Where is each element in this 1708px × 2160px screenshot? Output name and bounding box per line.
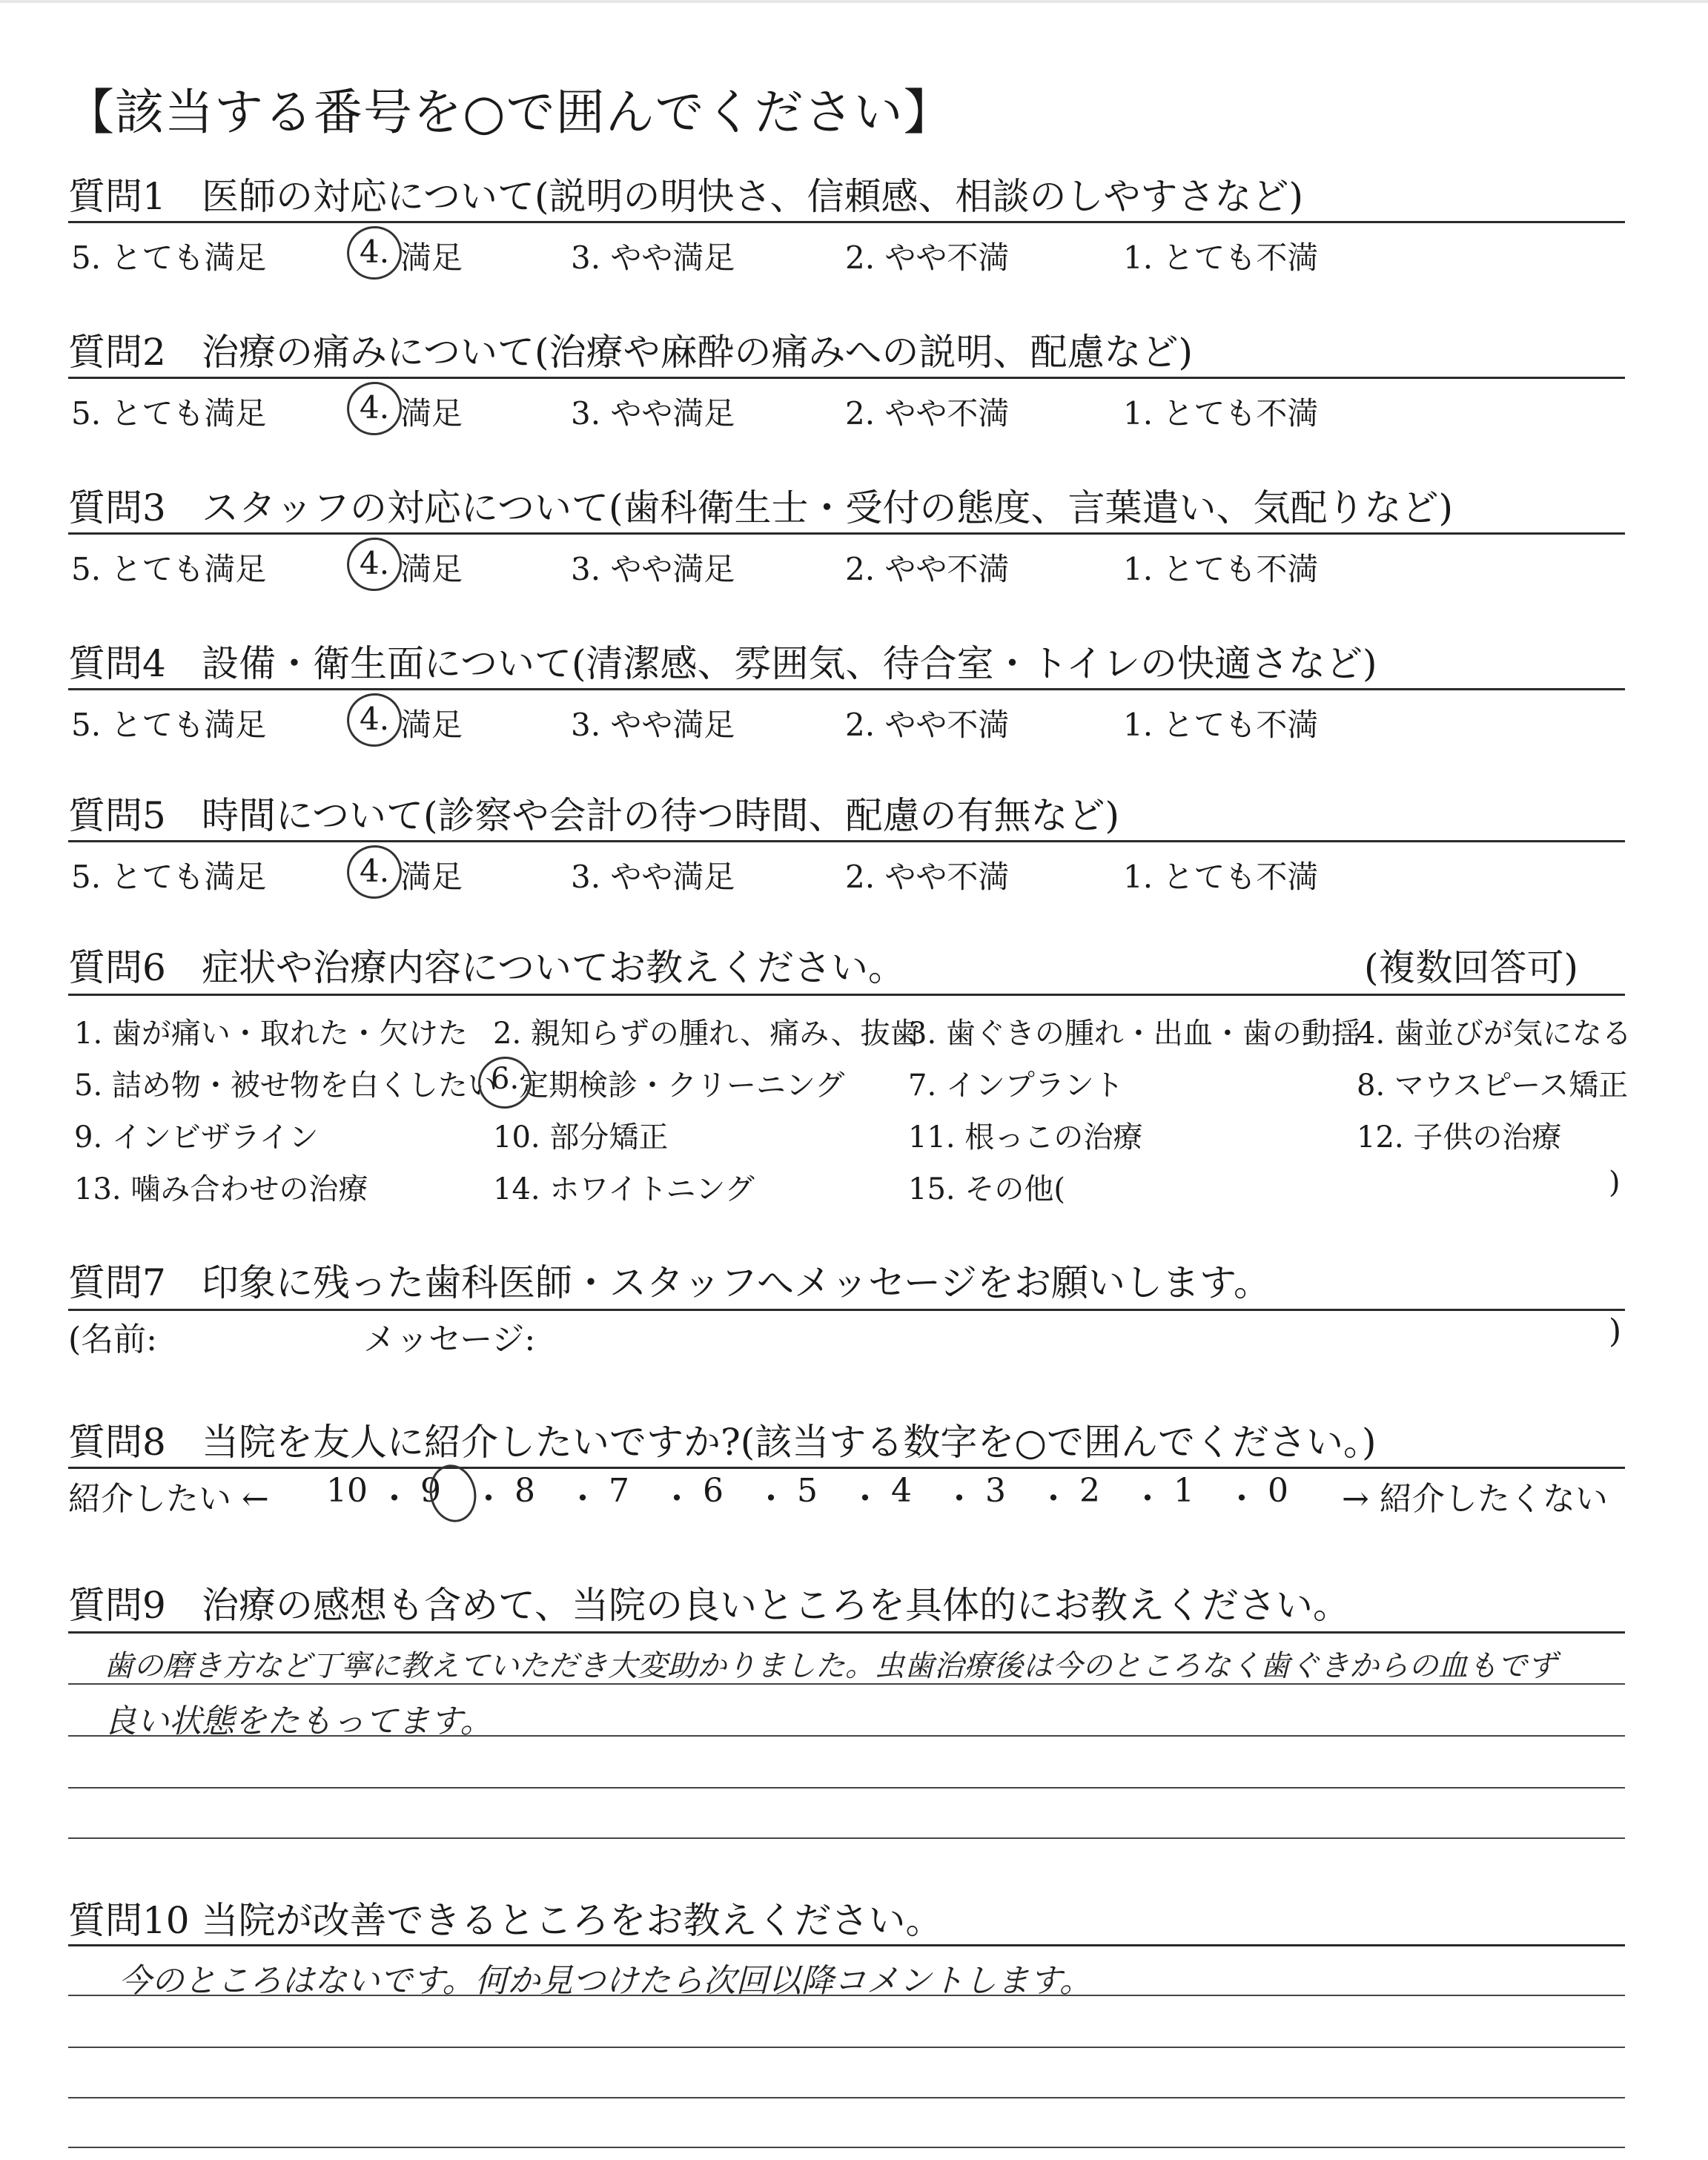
selection-circle: [342, 532, 406, 596]
q8-scale-value[interactable]: 9: [420, 1472, 441, 1510]
q8-scale-dot: ・: [849, 1480, 881, 1518]
q8-scale-value[interactable]: 0: [1268, 1472, 1288, 1510]
q5-option[interactable]: 4.: [360, 853, 390, 889]
q6-item[interactable]: 3. 歯ぐきの腫れ・出血・歯の動揺: [908, 1017, 1361, 1051]
q5-heading: [68, 786, 1119, 839]
q4-text: 設備・衛生面について(清潔感、雰囲気、待合室・トイレの快適さなど): [202, 642, 1377, 685]
q7-message-label: メッセージ:: [363, 1321, 536, 1358]
q3-number: 質問3: [68, 486, 166, 529]
q8-left-label: 紹介したい ←: [68, 1480, 269, 1518]
q2-text: 治療の痛みについて(治療や麻酔の痛みへの説明、配慮など): [202, 331, 1194, 374]
q6-item[interactable]: 14. ホワイトニング: [493, 1172, 755, 1206]
q2-heading: [68, 323, 1193, 376]
q6-item[interactable]: 1. 歯が痛い・取れた・欠けた: [74, 1017, 468, 1051]
q2-rule: [68, 377, 1625, 379]
q6-item[interactable]: 2. 親知らずの腫れ、痛み、抜歯: [493, 1017, 920, 1051]
q10-text: 当院が改善できるところをお教えください。: [201, 1899, 943, 1942]
q7-rule: [68, 1309, 1625, 1311]
q10-heading: [68, 1891, 943, 1944]
q6-text: 症状や治療内容についてお教えください。: [202, 946, 905, 989]
q2-option[interactable]: 5. とても満足: [71, 395, 267, 432]
q1-option[interactable]: 4.: [360, 234, 390, 270]
q8-scale-value[interactable]: 2: [1079, 1472, 1100, 1510]
q4-option[interactable]: 4.: [360, 701, 390, 737]
q3-option[interactable]: 2. やや不満: [845, 551, 1010, 587]
q10-answer-text: 今のところはないです。何か見つけたら次回以降コメントします。: [119, 1962, 1092, 2000]
q5-option[interactable]: 2. やや不満: [845, 859, 1010, 895]
selection-circle: [342, 221, 406, 285]
q8-scale-value[interactable]: 1: [1174, 1472, 1194, 1510]
q6-item[interactable]: 定期検診・クリーニング: [519, 1069, 845, 1103]
q8-scale-dot: ・: [1225, 1480, 1258, 1518]
q4-option[interactable]: 5. とても満足: [71, 707, 267, 743]
q4-option[interactable]: 満足: [400, 707, 463, 743]
q3-text: スタッフの対応について(歯科衛生士・受付の態度、言葉遣い、気配りなど): [202, 486, 1454, 529]
q4-option[interactable]: 1. とても不満: [1123, 707, 1319, 743]
q5-rule: [68, 840, 1625, 842]
q1-number: 質問1: [68, 175, 166, 218]
q10-rule: [68, 1944, 1625, 1946]
q8-scale-value[interactable]: 6: [703, 1472, 724, 1510]
q6-item[interactable]: 12. 子供の治療: [1357, 1120, 1562, 1155]
q8-scale-value[interactable]: 7: [609, 1472, 629, 1510]
selection-circle: [342, 840, 406, 904]
q8-scale-dot: ・: [566, 1480, 599, 1518]
q9-answer-line: [68, 1837, 1625, 1839]
q9-answer-text: 良い状態をたもってます。: [104, 1702, 493, 1740]
q9-rule: [68, 1631, 1625, 1634]
selection-circle: [342, 688, 406, 752]
q6-item[interactable]: 5. 詰め物・被せ物を白くしたい: [74, 1069, 497, 1103]
q5-option[interactable]: 3. やや満足: [571, 859, 735, 895]
q6-item[interactable]: 11. 根っこの治療: [908, 1120, 1143, 1155]
q8-scale-dot: ・: [1131, 1480, 1164, 1518]
q10-answer-line: [68, 2147, 1625, 2148]
q9-answer-text: 歯の磨き方など丁寧に教えていただき大変助かりました。虫歯治療後は今のところなく歯ぐきからの血もでず: [104, 1649, 1557, 1683]
q6-rule: [68, 994, 1625, 996]
q8-rule: [68, 1467, 1625, 1469]
q8-scale-dot: ・: [755, 1480, 787, 1518]
q6-heading: [68, 938, 905, 991]
q8-scale-value[interactable]: 5: [797, 1472, 818, 1510]
q2-option[interactable]: 2. やや不満: [845, 395, 1010, 432]
q3-heading: [68, 478, 1453, 532]
q3-option[interactable]: 4.: [360, 545, 390, 581]
q6-item[interactable]: 8. マウスピース矯正: [1357, 1069, 1629, 1103]
q4-rule: [68, 688, 1625, 690]
q1-option[interactable]: 満足: [400, 240, 463, 276]
q6-item[interactable]: 10. 部分矯正: [493, 1120, 669, 1155]
scan-edge: [0, 0, 1708, 3]
q8-text: 当院を友人に紹介したいですか?(該当する数字を○で囲んでください。): [202, 1421, 1377, 1464]
q7-number: 質問7: [68, 1261, 166, 1304]
q1-option[interactable]: 2. やや不満: [845, 240, 1010, 276]
q3-option[interactable]: 1. とても不満: [1123, 551, 1319, 587]
q1-text: 医師の対応について(説明の明快さ、信頼感、相談のしやすさなど): [202, 175, 1304, 218]
q10-number: 質問10: [68, 1899, 190, 1942]
q7-name-label: (名前:: [68, 1321, 157, 1358]
q7-close-paren: ): [1609, 1312, 1622, 1350]
q5-option[interactable]: 満足: [400, 859, 463, 895]
q6-item[interactable]: 9. インビザライン: [74, 1120, 319, 1155]
q5-option[interactable]: 5. とても満足: [71, 859, 267, 895]
q9-answer-line: [68, 1787, 1625, 1789]
q4-option[interactable]: 3. やや満足: [571, 707, 735, 743]
selection-circle: [474, 1051, 537, 1113]
q8-scale-value[interactable]: 8: [514, 1472, 535, 1510]
q1-option[interactable]: 3. やや満足: [571, 240, 735, 276]
q6-item[interactable]: 15. その他(: [908, 1172, 1065, 1206]
q8-number: 質問8: [68, 1421, 166, 1464]
q6-item[interactable]: 13. 噛み合わせの治療: [74, 1172, 368, 1206]
q1-heading: [68, 167, 1303, 220]
q9-heading: [68, 1576, 1350, 1629]
q5-text: 時間について(診察や会計の待つ時間、配慮の有無など): [202, 794, 1120, 837]
q10-answer-line: [68, 2047, 1625, 2048]
q8-scale-dot: ・: [1037, 1480, 1070, 1518]
q7-text: 印象に残った歯科医師・スタッフへメッセージをお願いします。: [202, 1261, 1271, 1304]
q1-option[interactable]: 1. とても不満: [1123, 240, 1319, 276]
q5-number: 質問5: [68, 794, 166, 837]
q9-text: 治療の感想も含めて、当院の良いところを具体的にお教えください。: [202, 1584, 1350, 1627]
q4-option[interactable]: 2. やや不満: [845, 707, 1010, 743]
q8-scale-dot: ・: [943, 1480, 976, 1518]
q3-rule: [68, 532, 1625, 535]
q8-heading: [68, 1413, 1376, 1466]
q6-note: (複数回答可): [1364, 946, 1579, 989]
q8-scale-value[interactable]: 10: [326, 1472, 368, 1510]
q6-number: 質問6: [68, 946, 166, 989]
q6-item[interactable]: 6.: [491, 1062, 520, 1096]
q1-rule: [68, 221, 1625, 223]
q8-scale-value[interactable]: 4: [891, 1472, 912, 1510]
q10-answer-line: [68, 2097, 1625, 2098]
q8-scale-dot: ・: [472, 1480, 505, 1518]
q4-number: 質問4: [68, 642, 166, 685]
q6-item[interactable]: 7. インプラント: [908, 1069, 1124, 1103]
q1-option[interactable]: 5. とても満足: [71, 240, 267, 276]
q2-option[interactable]: 満足: [400, 395, 463, 432]
q3-option[interactable]: 3. やや満足: [571, 551, 735, 587]
q2-number: 質問2: [68, 331, 166, 374]
q5-option[interactable]: 1. とても不満: [1123, 859, 1319, 895]
q7-heading: [68, 1253, 1271, 1307]
q8-scale-value[interactable]: 3: [985, 1472, 1006, 1510]
q8-right-label: → 紹介したくない: [1342, 1480, 1608, 1518]
q2-option[interactable]: 1. とても不満: [1123, 395, 1319, 432]
q6-item[interactable]: ): [1609, 1166, 1621, 1200]
selection-circle: [342, 377, 406, 440]
q8-scale-dot: ・: [661, 1480, 693, 1518]
q2-option[interactable]: 3. やや満足: [571, 395, 735, 432]
q6-item[interactable]: 4. 歯並びが気になる: [1357, 1017, 1632, 1051]
q8-scale-dot: ・: [378, 1480, 411, 1518]
q2-option[interactable]: 4.: [360, 389, 390, 426]
q3-option[interactable]: 満足: [400, 551, 463, 587]
q3-option[interactable]: 5. とても満足: [71, 551, 267, 587]
q9-number: 質問9: [68, 1584, 166, 1627]
page-title: 【該当する番号を○で囲んでください】: [65, 84, 953, 141]
q4-heading: [68, 634, 1377, 687]
